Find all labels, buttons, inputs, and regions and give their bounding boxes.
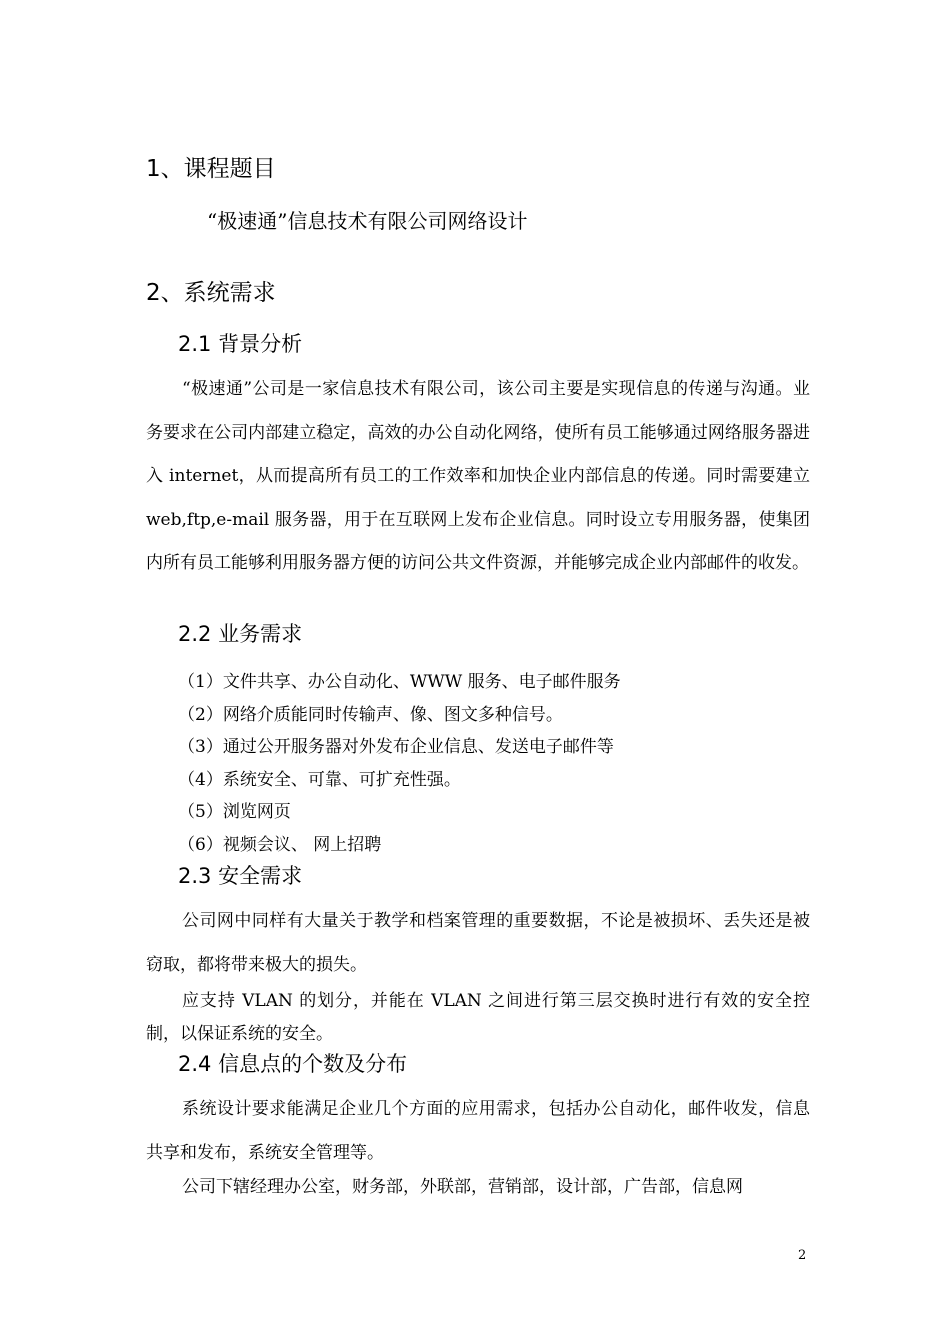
security-paragraph-2: 应支持 VLAN 的划分，并能在 VLAN 之间进行第三层交换时进行有效的安全控制，以保证系统的安全。 [146,991,810,1044]
info-points-paragraph-2: 公司下辖经理办公室，财务部，外联部，营销部，设计部，广告部，信息网 [182,1177,743,1197]
list-item: （2）网络介质能同时传输声、像、图文多种信号。 [178,704,563,725]
section-2-4-heading: 2.4 信息点的个数及分布 [178,1052,408,1076]
section-2-1-heading: 2.1 背景分析 [178,332,303,356]
course-title: “极速通”信息技术有限公司网络设计 [207,209,528,233]
section-2-heading: 2、系统需求 [146,280,276,306]
list-item: （4）系统安全、可靠、可扩充性强。 [178,769,461,790]
section-2-2-heading: 2.2 业务需求 [178,622,303,646]
info-points-paragraph-1: 系统设计要求能满足企业几个方面的应用需求，包括办公自动化，邮件收发，信息共享和发布，系统安全管理等。 [146,1099,810,1163]
background-paragraph: “极速通”公司是一家信息技术有限公司，该公司主要是实现信息的传递与沟通。业务要求在公司内部建立稳定，高效的办公自动化网络，使所有员工能够通过网络服务器进入 internet，从而提高所有员工的工作效率和加快企业内部信息的传递。同时需要建立 web,ftp,e-mail 服务器，用于在互联网上发布企业信息。同时设立专用服务器，使集团内所有员工能够利用服务器方便的访问公共文件资源，并能够完成企业内部邮件的收发。 [146,379,810,573]
section-2-3-heading: 2.3 安全需求 [178,864,303,888]
business-requirements-list [178,666,621,861]
list-item: （1）文件共享、办公自动化、WWW 服务、电子邮件服务 [178,672,621,692]
list-item: （6）视频会议、 网上招聘 [178,834,382,855]
list-item: （5）浏览网页 [178,802,291,822]
list-item: （3）通过公开服务器对外发布企业信息、发送电子邮件等 [178,737,614,757]
security-paragraph-1: 公司网中同样有大量关于教学和档案管理的重要数据，不论是被损坏、丢失还是被窃取，都将带来极大的损失。 [146,911,810,975]
section-1-heading: 1、课程题目 [146,156,276,182]
page-number: 2 [798,1248,807,1263]
